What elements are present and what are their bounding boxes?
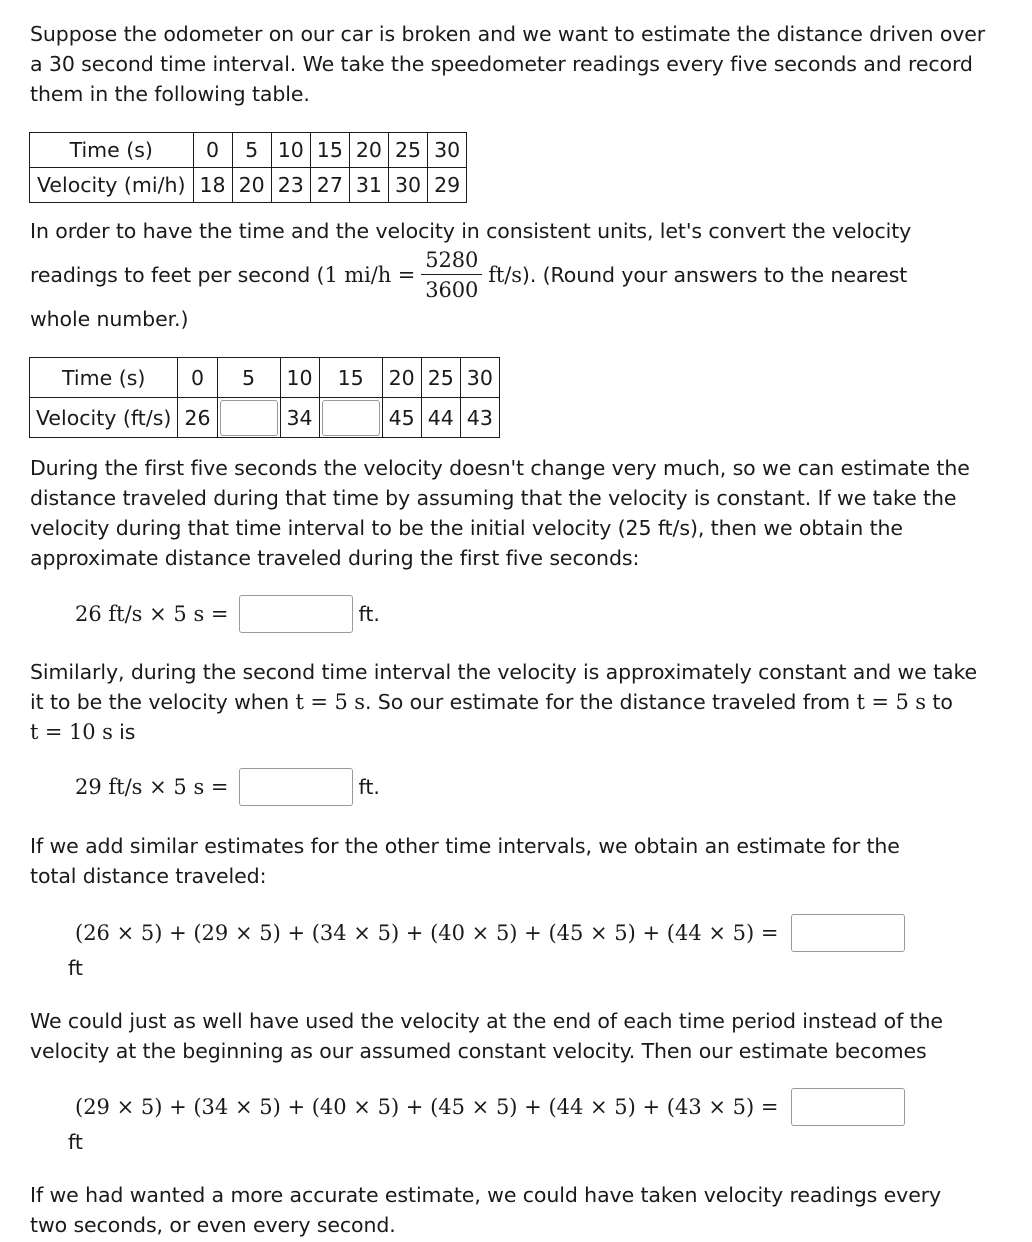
table-cell: 29 bbox=[428, 168, 467, 203]
paragraph-text: Similarly, during the second time interval the velocity is approximately constant and we take it to be the velocity when bbox=[30, 660, 978, 714]
first-distance-input[interactable] bbox=[239, 595, 353, 633]
velocity-header-cell: Velocity (mi/h) bbox=[30, 168, 194, 203]
table-cell bbox=[217, 398, 280, 438]
right-sum-unit: ft bbox=[68, 1130, 83, 1154]
table-cell: 27 bbox=[310, 168, 349, 203]
conversion-fraction bbox=[421, 246, 482, 305]
table-cell: 34 bbox=[280, 398, 319, 438]
fraction-numerator: 5280 bbox=[425, 247, 479, 272]
table-cell: 15 bbox=[310, 133, 349, 168]
conversion-prefix: readings to feet per second ( bbox=[30, 263, 325, 287]
table-cell: 15 bbox=[319, 358, 382, 398]
conversion-line-2 bbox=[30, 246, 990, 304]
time-header-cell: Time (s) bbox=[30, 133, 194, 168]
table-cell bbox=[319, 398, 382, 438]
velocity-15s-input[interactable] bbox=[322, 400, 380, 436]
time-header-cell: Time (s) bbox=[30, 358, 178, 398]
intro-paragraph: Suppose the odometer on our car is broken and we want to estimate the distance driven over a 30 second time interval. We take the speedometer readings every five seconds and record them in the following table. bbox=[30, 22, 986, 106]
equation-unit: ft. bbox=[358, 775, 380, 799]
table-cell: 20 bbox=[349, 133, 388, 168]
paragraph-text: to bbox=[925, 690, 953, 714]
second-distance-input[interactable] bbox=[239, 768, 353, 806]
table-cell: 20 bbox=[382, 358, 421, 398]
table-cell: 30 bbox=[460, 358, 499, 398]
equation-expression: 26 ft/s × 5 s = bbox=[75, 602, 229, 626]
velocity-mph-table bbox=[29, 132, 467, 203]
table-cell: 23 bbox=[271, 168, 310, 203]
table-cell: 31 bbox=[349, 168, 388, 203]
table-cell: 5 bbox=[232, 133, 271, 168]
equation-expression: 29 ft/s × 5 s = bbox=[75, 775, 229, 799]
equation-row bbox=[75, 767, 380, 807]
table-cell: 0 bbox=[178, 358, 217, 398]
first-interval-paragraph: During the first five seconds the velocity doesn't change very much, so we can estimate the distance traveled during that time by assuming that the velocity is constant. If we take the velocity during that time interval to be the initial velocity (25 ft/s), then we obtain the approximate distance traveled during the first five seconds: bbox=[30, 456, 970, 570]
table-cell: 10 bbox=[280, 358, 319, 398]
table-cell: 18 bbox=[193, 168, 232, 203]
math-expression: t = 5 s bbox=[856, 690, 926, 714]
table-row bbox=[30, 168, 467, 203]
math-expression: t = 10 s bbox=[30, 720, 113, 744]
table-row bbox=[30, 133, 467, 168]
velocity-header-cell: Velocity (ft/s) bbox=[30, 398, 178, 438]
fraction-denominator: 3600 bbox=[425, 277, 479, 302]
table-cell: 0 bbox=[193, 133, 232, 168]
left-sum-expression: (26 × 5) + (29 × 5) + (34 × 5) + (40 × 5) + (45 × 5) + (44 × 5) = bbox=[75, 921, 779, 945]
paragraph-text: . So our estimate for the distance traveled from bbox=[364, 690, 857, 714]
table-cell: 26 bbox=[178, 398, 217, 438]
table-cell: 44 bbox=[421, 398, 460, 438]
paragraph-text: is bbox=[112, 720, 136, 744]
math-expression: t = 5 s bbox=[295, 690, 365, 714]
second-interval-paragraph bbox=[30, 657, 980, 747]
table-cell: 30 bbox=[428, 133, 467, 168]
left-sum-input[interactable] bbox=[791, 914, 905, 952]
conversion-line-1: In order to have the time and the velocity in consistent units, let's convert the velocity bbox=[30, 219, 912, 243]
right-sum-row bbox=[75, 1087, 905, 1127]
end-velocity-paragraph: We could just as well have used the velocity at the end of each time period instead of the velocity at the beginning as our assumed constant velocity. Then our estimate becomes bbox=[30, 1009, 943, 1063]
final-paragraph: If we had wanted a more accurate estimate, we could have taken velocity readings every two seconds, or even every second. bbox=[30, 1183, 942, 1237]
table-cell: 25 bbox=[421, 358, 460, 398]
conversion-unit: ft/s bbox=[488, 263, 522, 287]
conversion-line-3: whole number.) bbox=[30, 307, 189, 331]
right-sum-expression: (29 × 5) + (34 × 5) + (40 × 5) + (45 × 5) + (44 × 5) + (43 × 5) = bbox=[75, 1095, 779, 1119]
table-cell: 10 bbox=[271, 133, 310, 168]
table-cell: 5 bbox=[217, 358, 280, 398]
conversion-lhs: 1 mi/h = bbox=[324, 263, 416, 287]
conversion-suffix: ). (Round your answers to the nearest bbox=[521, 263, 908, 287]
table-cell: 20 bbox=[232, 168, 271, 203]
table-cell: 43 bbox=[460, 398, 499, 438]
velocity-fts-table bbox=[29, 357, 500, 438]
conversion-paragraph bbox=[30, 216, 990, 334]
table-cell: 25 bbox=[388, 133, 427, 168]
equation-row bbox=[75, 594, 380, 634]
table-row bbox=[30, 358, 500, 398]
left-sum-unit: ft bbox=[68, 956, 83, 980]
total-estimate-paragraph: If we add similar estimates for the other time intervals, we obtain an estimate for the total distance traveled: bbox=[30, 834, 900, 888]
table-cell: 30 bbox=[388, 168, 427, 203]
equation-unit: ft. bbox=[358, 602, 380, 626]
table-cell: 45 bbox=[382, 398, 421, 438]
right-sum-input[interactable] bbox=[791, 1088, 905, 1126]
velocity-5s-input[interactable] bbox=[220, 400, 278, 436]
table-row bbox=[30, 398, 500, 438]
left-sum-row bbox=[75, 913, 905, 953]
